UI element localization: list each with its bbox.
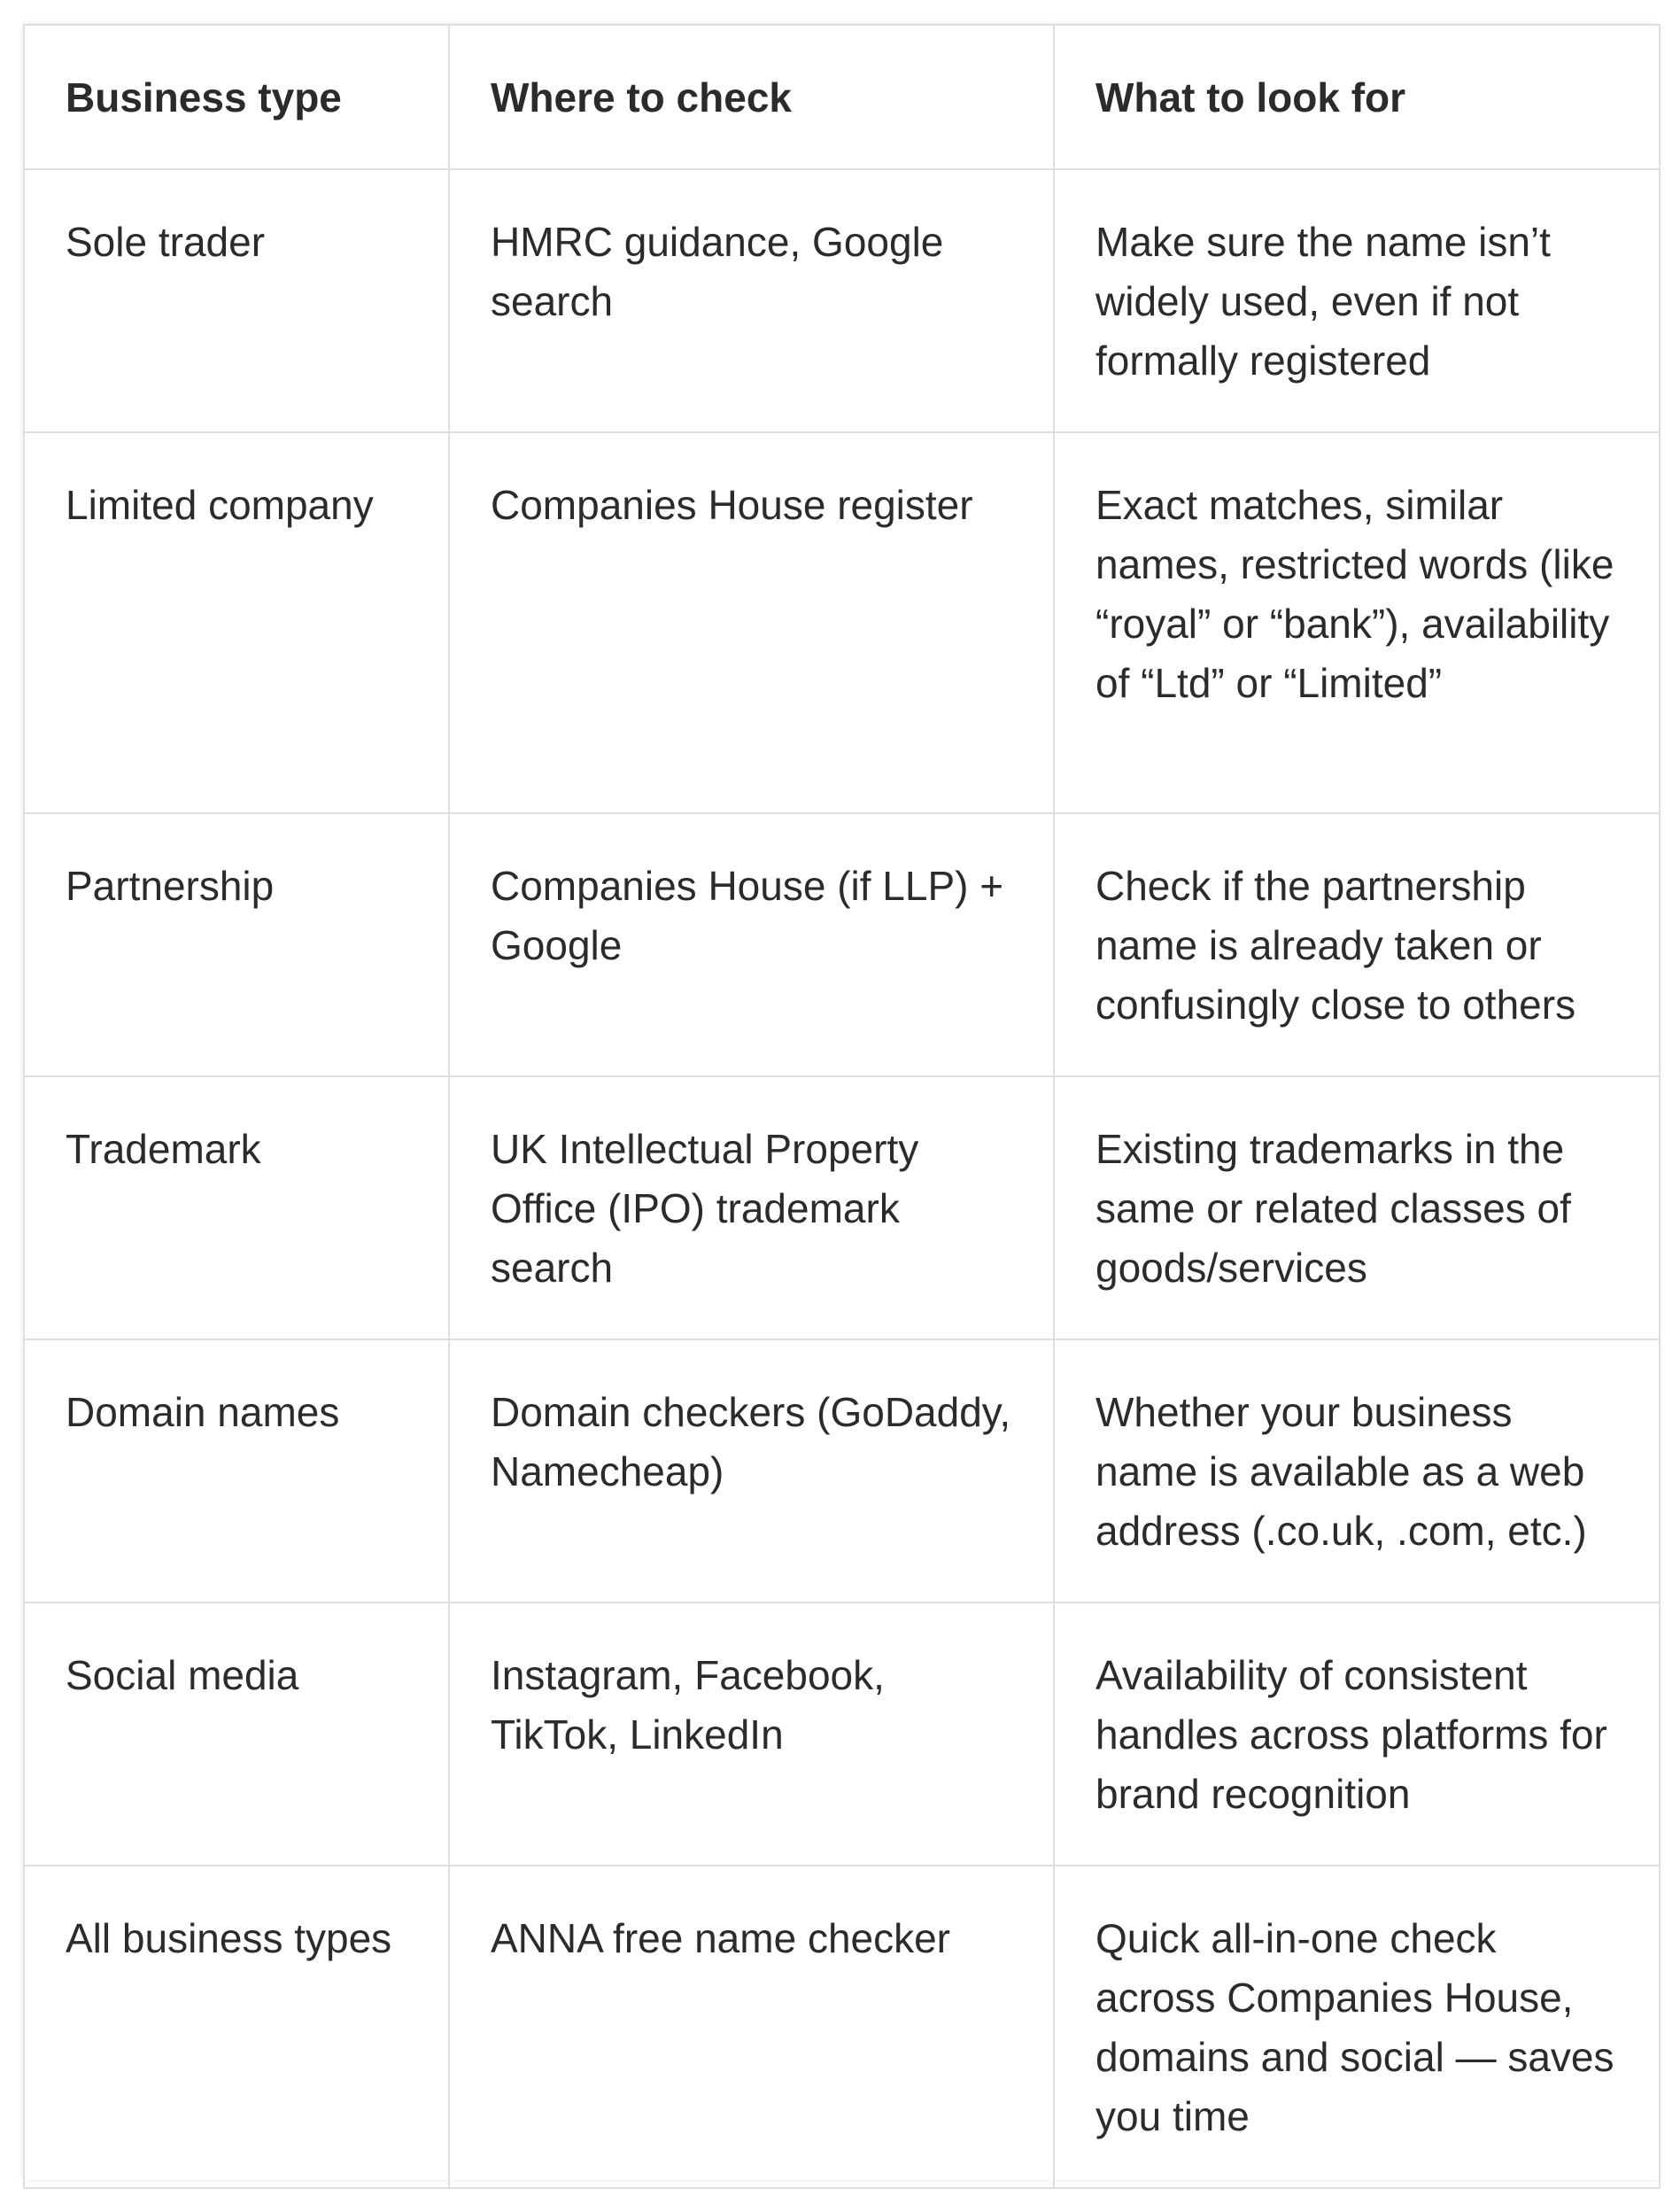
cell-what-to-look-for: Existing trademarks in the same or related classes of goods/services <box>1054 1076 1660 1339</box>
cell-what-to-look-for: Check if the partnership name is already taken or confusingly close to others <box>1054 813 1660 1076</box>
cell-where-to-check: UK Intellectual Property Office (IPO) trademark search <box>449 1076 1054 1339</box>
cell-where-to-check: Companies House register <box>449 432 1054 813</box>
cell-business-type: Limited company <box>24 432 449 813</box>
table-row <box>24 813 1660 1076</box>
cell-business-type: Sole trader <box>24 169 449 432</box>
table-row <box>24 432 1660 813</box>
header-business-type: Business type <box>24 25 449 169</box>
cell-where-to-check: ANNA free name checker <box>449 1866 1054 2188</box>
table-header-row <box>24 25 1660 169</box>
name-check-table <box>23 24 1661 2189</box>
table-row <box>24 1866 1660 2188</box>
table-row <box>24 1339 1660 1603</box>
cell-where-to-check: Companies House (if LLP) + Google <box>449 813 1054 1076</box>
cell-where-to-check: Instagram, Facebook, TikTok, LinkedIn <box>449 1603 1054 1866</box>
cell-where-to-check: Domain checkers (GoDaddy, Namecheap) <box>449 1339 1054 1603</box>
cell-what-to-look-for: Quick all-in-one check across Companies House, domains and social — saves you time <box>1054 1866 1660 2188</box>
table-row <box>24 169 1660 432</box>
cell-business-type: Trademark <box>24 1076 449 1339</box>
table-row <box>24 1076 1660 1339</box>
cell-business-type: Social media <box>24 1603 449 1866</box>
cell-what-to-look-for: Exact matches, similar names, restricted words (like “royal” or “bank”), availability of “Ltd” or “Limited” <box>1054 432 1660 813</box>
cell-business-type: All business types <box>24 1866 449 2188</box>
cell-what-to-look-for: Whether your business name is available as a web address (.co.uk, .com, etc.) <box>1054 1339 1660 1603</box>
cell-where-to-check: HMRC guidance, Google search <box>449 169 1054 432</box>
table-row <box>24 1603 1660 1866</box>
header-what-to-look-for: What to look for <box>1054 25 1660 169</box>
name-check-table-container <box>23 24 1659 2180</box>
header-where-to-check: Where to check <box>449 25 1054 169</box>
cell-business-type: Partnership <box>24 813 449 1076</box>
cell-what-to-look-for: Make sure the name isn’t widely used, even if not formally registered <box>1054 169 1660 432</box>
cell-business-type: Domain names <box>24 1339 449 1603</box>
cell-what-to-look-for: Availability of consistent handles across platforms for brand recognition <box>1054 1603 1660 1866</box>
